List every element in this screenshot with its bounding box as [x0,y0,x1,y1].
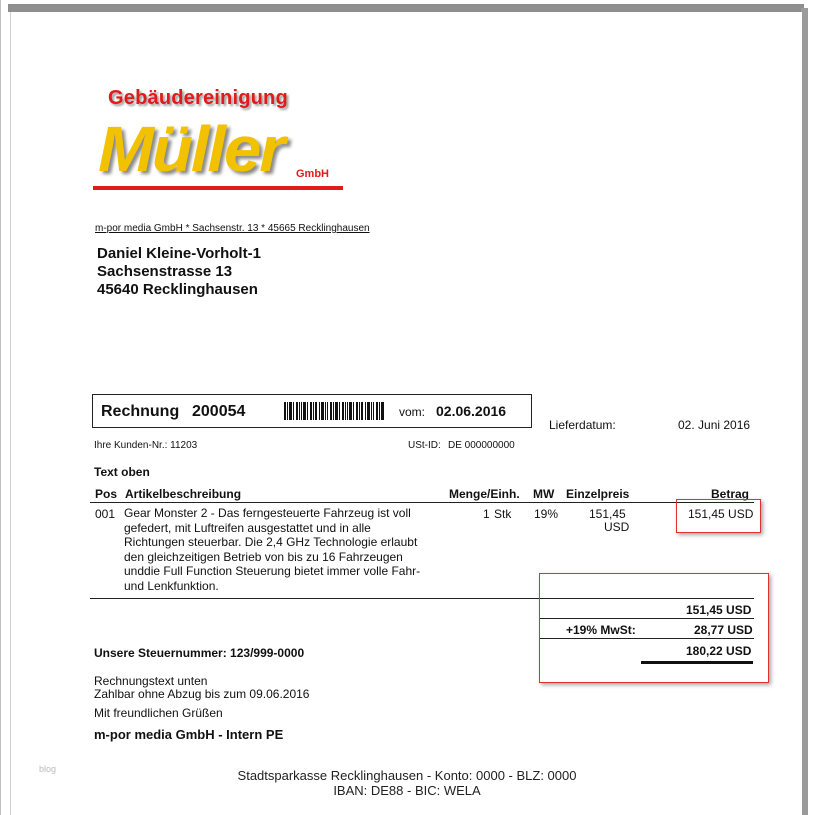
page-top-shadow [8,4,804,12]
table-header-rule [90,502,754,503]
row-vat: 19% [534,507,559,521]
logo-main-text: Müller [98,113,284,185]
delivery-date-label: Lieferdatum: [549,418,616,432]
text-top: Text oben [94,465,150,479]
watermark-text: blog [39,764,57,774]
row-amount: 151,45 USD [688,507,754,521]
row-unit: Stk [494,507,512,521]
col-header-qty: Menge/Einh. [449,487,520,501]
row-unit-price: 151,45 [589,507,626,521]
barcode-icon [284,402,384,420]
vat-id: DE 000000000 [448,440,515,451]
total-vat: 28,77 USD [694,623,753,637]
total-net: 151,45 USD [686,603,752,617]
invoice-label: Rechnung [101,403,180,420]
recipient-city: 45640 Recklinghausen [97,281,258,298]
tax-number: Unsere Steuernummer: 123/999-0000 [94,646,305,660]
row-pos: 001 [95,507,116,521]
greeting: Mit freundlichen Grüßen [94,706,223,720]
vat-id-label: USt-ID: [408,440,441,451]
bank-line-2: IBAN: DE88 - BIC: WELA [333,783,481,798]
logo-subtitle: Gebäudereinigung [108,87,288,109]
invoice-date-label: vom: [399,405,426,419]
text-bottom: Rechnungstext unten [94,674,208,688]
col-header-amount: Betrag [711,487,750,501]
row-description: Gear Monster 2 - Das ferngesteuerte Fahrzeug ist voll gefedert, mit Luftreifen ausgestattet und in alle Richtungen steuerbar. Die 2,4 GHz Technologie erlaubt den gleichzeitigen Betrieb von bis zu 16 Fahrzeugen unddie Full Function Steuerung bietet immer volle Fahr- und Lenkfunktion. [124,506,421,593]
signature: m-por media GmbH - Intern PE [94,727,284,742]
row-unit-price-currency: USD [604,520,630,534]
total-gross: 180,22 USD [686,644,752,658]
delivery-date: 02. Juni 2016 [678,418,751,432]
amount-highlight-box [676,499,761,533]
logo-underline [93,186,343,190]
col-header-vat: MW [533,487,555,501]
sender-line: m-por media GmbH * Sachsenstr. 13 * 45665 Recklinghausen [95,223,370,234]
totals-highlight-box [539,573,769,683]
invoice-number: 200054 [192,403,246,420]
col-header-pos: Pos [95,487,118,501]
customer-number: Ihre Kunden-Nr.: 11203 [94,440,198,451]
recipient-street: Sachsenstrasse 13 [97,263,233,280]
bank-line-1: Stadtsparkasse Recklinghausen - Konto: 0000 - BLZ: 0000 [237,768,577,783]
col-header-unit-price: Einzelpreis [566,487,630,501]
col-header-description: Artikelbeschreibung [125,487,242,501]
invoice-date: 02.06.2016 [436,403,507,419]
logo-gmbh: GmbH [296,168,329,180]
page-right-shadow [801,8,808,815]
recipient-name: Daniel Kleine-Vorholt-1 [97,245,261,262]
vat-label: +19% MwSt: [566,623,636,637]
payment-terms: Zahlbar ohne Abzug bis zum 09.06.2016 [94,687,310,701]
row-qty: 1 [483,507,490,521]
